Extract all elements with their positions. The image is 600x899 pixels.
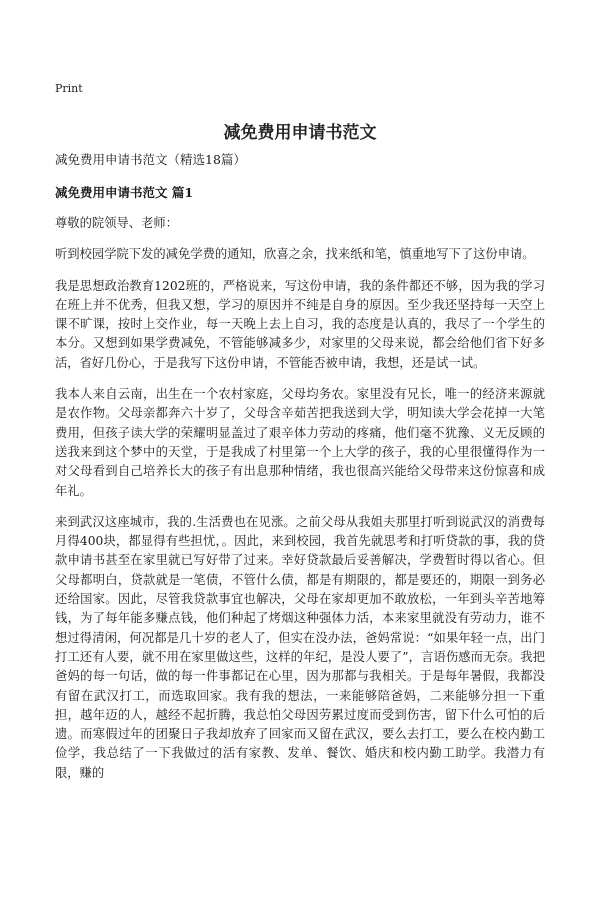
document-body [55, 150, 545, 795]
document-subtitle: 减免费用申请书范文（精选18篇） [55, 152, 246, 167]
body-paragraph: 来到武汉这座城市，我的.生活费也在见涨。之前父母从我姐夫那里打听到说武汉的消费每月得400块，都显得有些担忧，。因此，来到校园，我首先就思考和打听贷款的事，我的贷款申请书甚至在家里就已写好带了过来。幸好贷款最后妥善解决，学费暂时得以省心。但父母都明白，贷款就是一笔债，不管什么债，都是有期限的，都是要还的，期限一到务必还给国家。因此，尽管我贷款事宜也解决，父母在家却更加不敢放松，一年到头辛苦地筹钱，为了每年能多赚点钱，他们种起了烤烟这种强体力活，本来家里就没有劳动力，谁不想过得清闲，何况都是几十岁的老人了，但实在没办法，爸妈常说：“如果年轻一点，出门打工还有人要，就不用在家里做这些，这样的年纪，是没人要了”，言语伤感而无奈。我把爸妈的每一句话，做的每一件事都记在心里，因为那都与我相关。于是每年暑假，我都没有留在武汉打工，而选取回家。我有我的想法，一来能够陪爸妈，二来能够分担一下重担，越年迈的人，越经不起折腾，我总怕父母因劳累过度而受到伤害，留下什么可怕的后遗。而寒假过年的团聚日子我却放弃了回家而又留在武汉，要么去打工，要么在校内勤工俭学，我总结了一下我做过的活有家教、发单、餐饮、婚庆和校内勤工助学。我潜力有限，赚的 [55, 514, 545, 780]
body-paragraph: 我本人来自云南，出生在一个农村家庭，父母均务农。家里没有兄长，唯一的经济来源就是农作物。父母亲都奔六十岁了，父母含辛茹苦把我送到大学，明知读大学会花掉一大笔费用，但孩子读大学的荣耀明显盖过了艰辛体力劳动的疼痛，他们毫不犹豫、义无反顾的送我来到这个梦中的天堂，于是我成了村里第一个上大学的孩子，我的心里很懂得作为一对父母看到自己培养长大的孩子有出息那种情绪，我也很高兴能给父母带来这份惊喜和成年礼。 [55, 387, 545, 498]
print-label: Print [55, 82, 83, 95]
salutation-paragraph: 尊敬的院领导、老师： [55, 216, 178, 230]
body-paragraph: 我是思想政治教育1202班的，严格说来，写这份申请，我的条件都还不够，因为我的学习在班上并不优秀，但我又想，学习的原因并不纯是自身的原因。至少我还坚持每一天空上课不旷课，按时上交作业，每一天晚上去上自习，我的态度是认真的，我尽了一个学生的本分。又想到如果学费减免，不管能够减多少，对家里的父母来说，都会给他们省下好多活，省好几份心，于是我写下这份申请，不管能否被申请，我想，还是试一试。 [55, 278, 545, 370]
section-heading: 减免费用申请书范文 篇1 [55, 185, 194, 200]
body-paragraph: 听到校园学院下发的减免学费的通知，欣喜之余，找来纸和笔，慎重地写下了这份申请。 [55, 247, 535, 262]
document-title: 减免费用申请书范文 [223, 123, 377, 143]
